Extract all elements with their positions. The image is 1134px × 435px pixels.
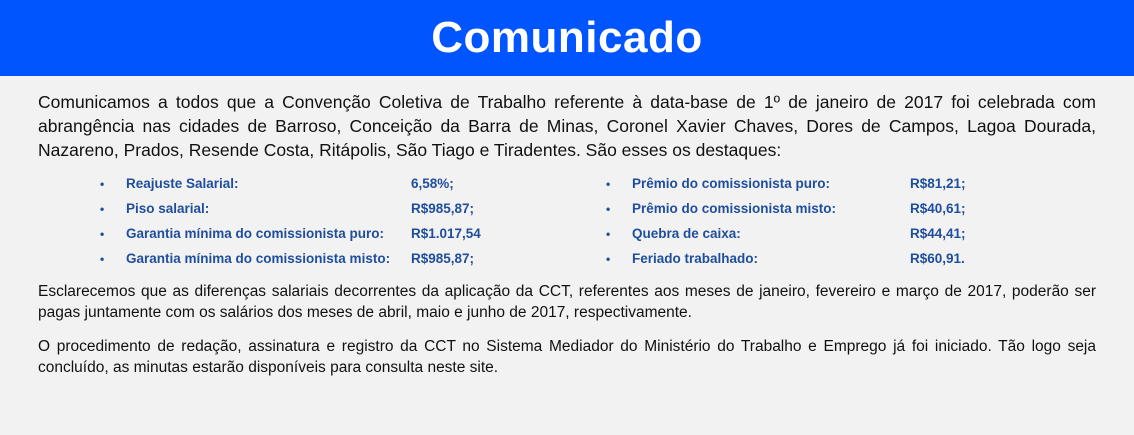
list-item-label: Piso salarial: (126, 201, 210, 217)
page-title: Comunicado (431, 13, 703, 62)
intro-paragraph: Comunicamos a todos que a Convenção Coletiva de Trabalho referente à data-base de 1º de janeiro de 2017 foi celebrada com abrangência nas cidades de Barroso, Conceição da Barra de Minas, Coronel Xavier Chaves, Dores de Campos, Lagoa Dourada, Nazareno, Prados, Resende Costa, Ritápolis, São Tiago e Tiradentes. São esses os destaques: (38, 92, 1096, 161)
paragraph-salary-differences: Esclarecemos que as diferenças salariais decorrentes da aplicação da CCT, referentes aos meses de janeiro, fevereiro e março de 2017, poderão ser pagas juntamente com os salários dos meses de abril, maio e junho de 2017, respectivamente. (38, 283, 1096, 321)
bullet-icon: • (100, 227, 105, 242)
list-item (100, 201, 598, 226)
bullet-icon: • (606, 252, 611, 267)
list-item-value: R$985,87; (411, 251, 475, 267)
list-item (606, 226, 1096, 251)
page-banner (0, 0, 1134, 76)
document-content (0, 76, 1134, 378)
bullet-icon: • (100, 202, 105, 217)
list-item-label: Reajuste Salarial: (126, 176, 239, 192)
list-item (100, 226, 598, 251)
list-item-label: Garantia mínima do comissionista misto: (126, 251, 391, 267)
bullet-icon: • (100, 177, 105, 192)
bullet-icon: • (606, 177, 611, 192)
list-item-value: R$40,61; (910, 201, 966, 217)
bullet-icon: • (606, 227, 611, 242)
bullet-icon: • (100, 252, 105, 267)
list-item-label: Quebra de caixa: (632, 226, 741, 242)
highlights-column-left (100, 176, 598, 276)
list-item-value: R$1.017,54 (411, 226, 481, 242)
list-item (606, 251, 1096, 276)
bullet-icon: • (606, 202, 611, 217)
list-item-label: Prêmio do comissionista puro: (632, 176, 831, 192)
list-item-value: R$60,91. (910, 251, 965, 267)
list-item (606, 201, 1096, 226)
list-item-value: R$44,41; (910, 226, 966, 242)
highlights-column-right (598, 176, 1096, 276)
highlights-list (38, 176, 1096, 276)
list-item (606, 176, 1096, 201)
list-item (100, 176, 598, 201)
list-item-value: 6,58%; (411, 176, 454, 192)
list-item (100, 251, 598, 276)
list-item-value: R$985,87; (411, 201, 475, 217)
list-item-label: Feriado trabalhado: (632, 251, 759, 267)
paragraph-procedure: O procedimento de redação, assinatura e registro da CCT no Sistema Mediador do Ministério do Trabalho e Emprego já foi iniciado. Tão logo seja concluído, as minutas estarão disponíveis para consulta neste site. (38, 338, 1096, 376)
list-item-label: Prêmio do comissionista misto: (632, 201, 837, 217)
list-item-value: R$81,21; (910, 176, 966, 192)
list-item-label: Garantia mínima do comissionista puro: (126, 226, 385, 242)
